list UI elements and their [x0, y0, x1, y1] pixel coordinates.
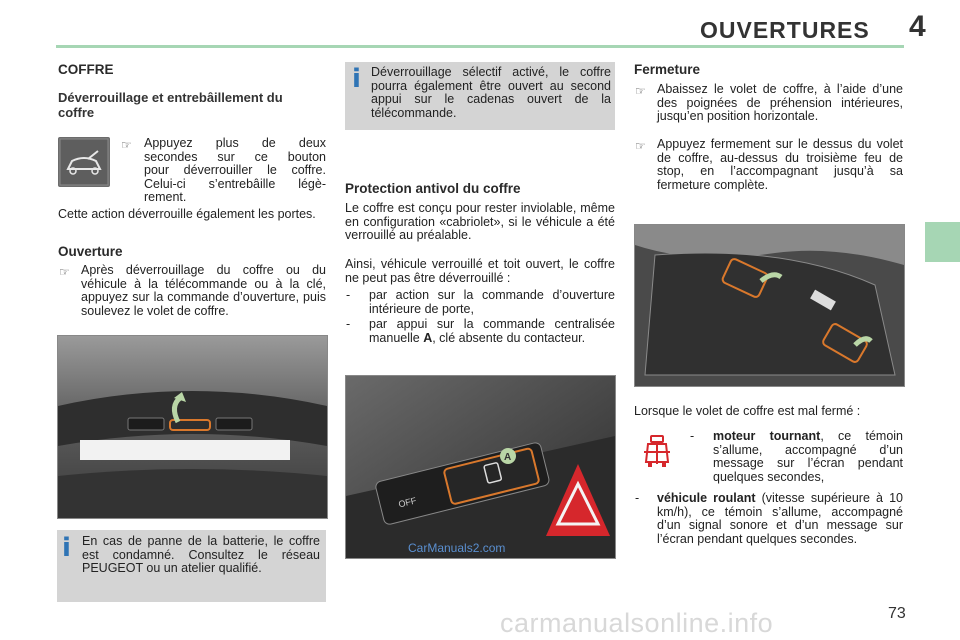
- unlock-line: Celui-ci s’entrebâille légè-: [144, 176, 326, 191]
- unlock-line: pour déverrouiller le coffre.: [144, 163, 326, 177]
- engine-running-text: , ce témoin s’allume, accompagné d’un message sur l’écran pendant quelques secondes,: [713, 429, 904, 484]
- dash-bullet: -: [690, 429, 695, 443]
- engine-running-bold: moteur tournant: [713, 429, 821, 443]
- dash-bullet: -: [635, 491, 640, 505]
- closing-item-2: Appuyez fermement sur le dessus du volet de coffre, au-dessus du troisième feu de stop, en l’accompagnant jusqu’à sa fermeture complète.: [657, 137, 903, 192]
- info-icon: i: [352, 64, 361, 94]
- unlock-line: rement.: [144, 190, 187, 204]
- page-number: 73: [888, 605, 906, 622]
- dash-bullet: -: [346, 317, 351, 331]
- pointing-hand-icon: ☞: [635, 84, 646, 98]
- dash-item-2-tail: , clé absente du contacteur.: [432, 330, 586, 345]
- closing-item-1: Abaissez le volet de coffre, à l’aide d’une des poignées de préhension intérieures, jusqu’en position horizontale.: [657, 82, 903, 123]
- dash-item-1: par action sur la commande d’ouverture intérieure de porte,: [369, 288, 615, 316]
- doors-note: Cette action déverrouille également les portes.: [58, 207, 316, 221]
- antitheft-text-1: Le coffre est conçu pour rester inviolable, même en configuration «cabriolet», si le véhicule a été verrouillé au préalable.: [345, 201, 615, 242]
- selective-info-text: Déverrouillage sélectif activé, le coffre pourra également être ouvert au second appui sur le cadenas ouvert de la télécommande.: [371, 65, 611, 120]
- vehicle-rolling-text: (vitesse supérieure à 10 km/h), ce témoin s’allume, accompagné d’un signal sonore et d’un message sur l’écran pendant quelques secondes.: [657, 491, 903, 546]
- antitheft-title: Protection antivol du coffre: [345, 181, 521, 196]
- header-title: OUVERTURES: [700, 17, 870, 43]
- pointing-hand-icon: ☞: [121, 138, 132, 152]
- unlock-instruction: [144, 137, 326, 205]
- chapter-number: 4: [909, 10, 926, 43]
- battery-info-box: [57, 530, 326, 602]
- antitheft-text-2: Ainsi, véhicule verrouillé et toit ouvert, le coffre ne peut pas être déverrouillé :: [345, 257, 615, 285]
- dash-item-2: [369, 318, 615, 345]
- dash-item-2-bold: A: [423, 330, 433, 345]
- vehicle-rolling-bold: véhicule roulant: [657, 491, 756, 505]
- pointing-hand-icon: ☞: [59, 265, 70, 279]
- header-rule: [56, 45, 904, 48]
- dash-item-2-text: par appui sur la commande centralisée manuelle: [369, 317, 615, 345]
- trunk-open-warning-icon: [642, 434, 672, 470]
- unlock-line: Appuyez plus de deux: [144, 136, 326, 150]
- closing-title: Fermeture: [634, 62, 701, 77]
- vehicle-rolling-item: [657, 492, 903, 546]
- dash-bullet: -: [346, 288, 351, 302]
- console-photo: [345, 375, 616, 559]
- unlock-line: secondes sur ce bouton: [144, 149, 326, 164]
- photo-off-label: OFF: [397, 495, 418, 510]
- selective-info-box: [345, 62, 615, 130]
- trunk-inside-photo: [634, 224, 905, 387]
- trunk-lid-photo: [57, 335, 328, 519]
- photo-watermark: CarManuals2.com: [408, 541, 506, 555]
- opening-text: Après déverrouillage du coffre ou du véhicule à la télécommande ou à la clé, appuyez sur la commande d’ouverture, puis soulevez le volet de coffre.: [81, 263, 326, 318]
- trunk-open-icon: [58, 137, 110, 187]
- info-icon: i: [62, 533, 71, 563]
- side-tab: [925, 222, 960, 262]
- subsection-title: Déverrouillage et entrebâillement du coffre: [58, 90, 283, 120]
- engine-running-item: [713, 430, 903, 484]
- battery-info-text: En cas de panne de la batterie, le coffre est condamné. Consultez le réseau PEUGEOT ou un atelier qualifié.: [82, 534, 320, 575]
- footer-watermark: carmanualsonline.info: [500, 608, 774, 638]
- badly-closed-text: Lorsque le volet de coffre est mal fermé :: [634, 404, 861, 418]
- opening-title: Ouverture: [58, 244, 123, 259]
- section-title: COFFRE: [58, 62, 114, 77]
- photo-label-a: A: [504, 452, 512, 463]
- pointing-hand-icon: ☞: [635, 139, 646, 153]
